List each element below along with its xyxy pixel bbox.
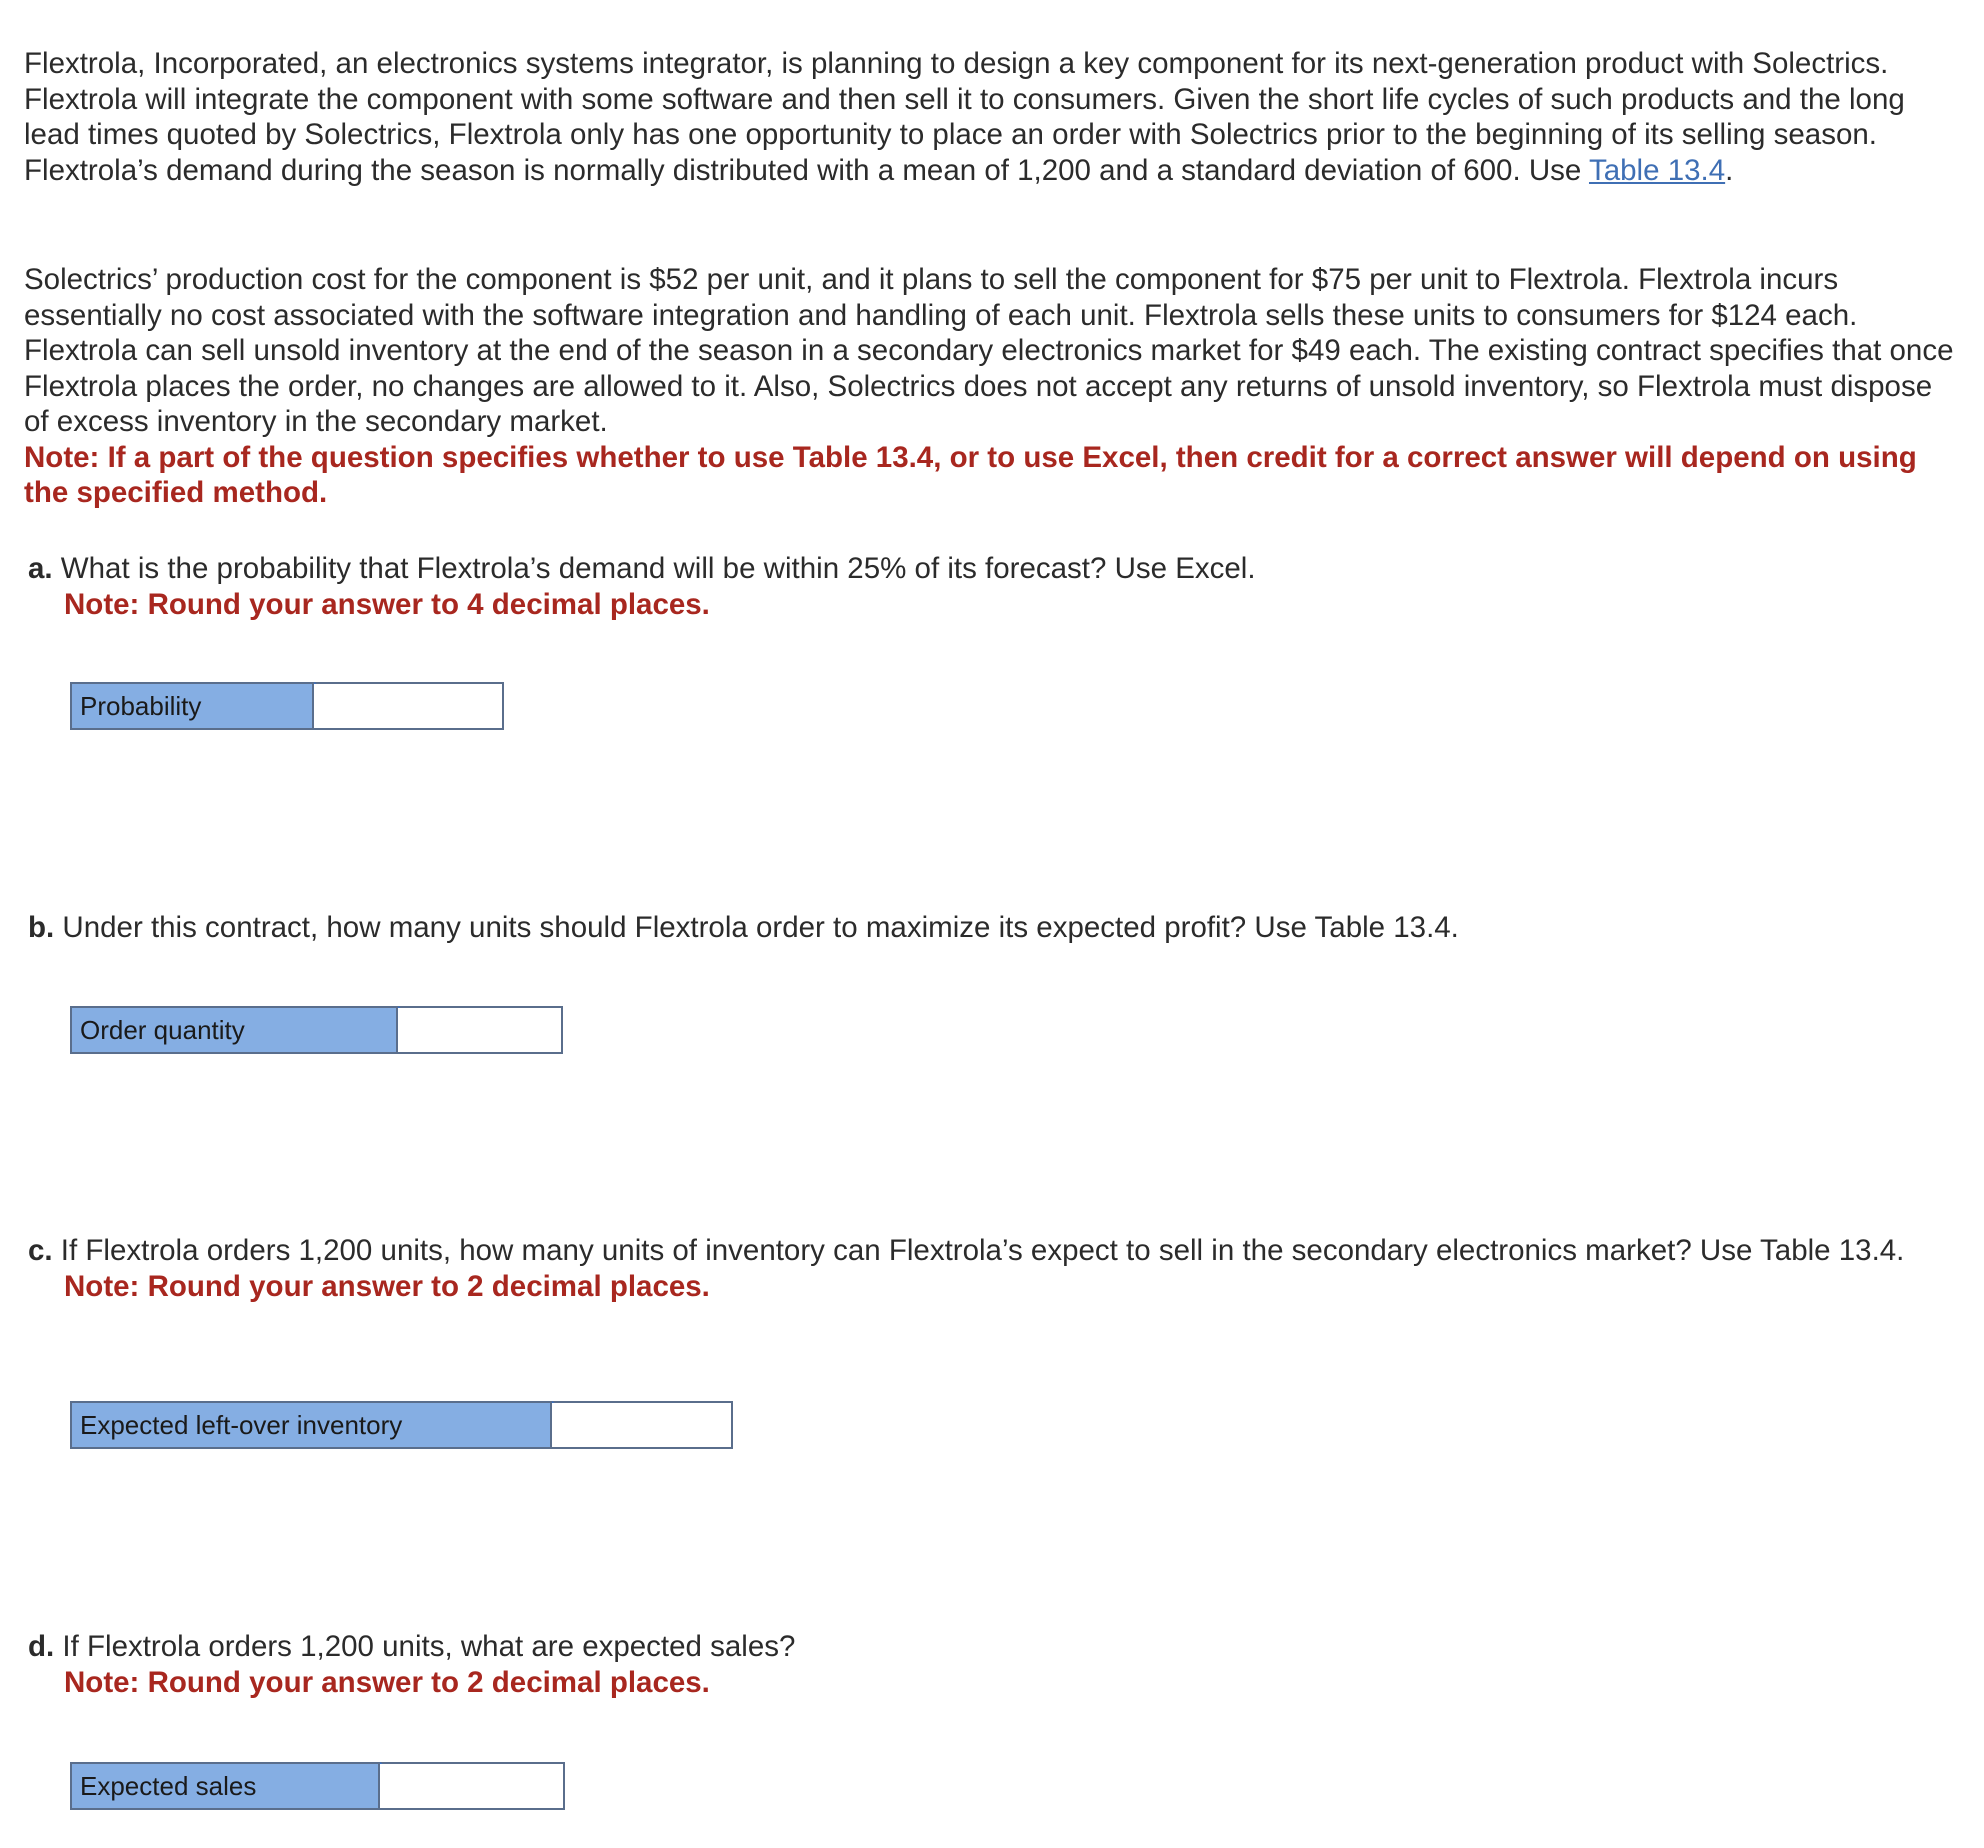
question-a-text: What is the probability that Flextrola’s demand will be within 25% of its forecast? Use Excel. xyxy=(52,552,1256,585)
question-a-letter: a. xyxy=(28,552,53,585)
question-d-letter: d. xyxy=(28,1630,55,1663)
question-c xyxy=(28,1233,1948,1304)
intro-paragraph-1 xyxy=(24,46,1954,188)
intro-paragraph-2 xyxy=(24,262,1954,511)
question-b-text: Under this contract, how many units should Flextrola order to maximize its expected profit? Use Table 13.4. xyxy=(54,911,1459,944)
question-b-letter: b. xyxy=(28,911,55,944)
method-note: Note: If a part of the question specifies whether to use Table 13.4, or to use Excel, then credit for a correct answer will depend on using the specified method. xyxy=(24,440,1917,509)
question-d-text: If Flextrola orders 1,200 units, what are expected sales? xyxy=(54,1630,796,1663)
question-a-prompt xyxy=(28,551,1948,587)
question-c-text: If Flextrola orders 1,200 units, how many units of inventory can Flextrola’s expect to sell in the secondary electronics market? Use Table 13.4. xyxy=(52,1234,1905,1267)
question-b-prompt xyxy=(28,910,1948,946)
expected-sales-input-wrap xyxy=(380,1764,563,1808)
left-over-inventory-input-wrap xyxy=(552,1403,731,1447)
question-c-note: Note: Round your answer to 2 decimal places. xyxy=(64,1269,710,1303)
question-a-note: Note: Round your answer to 4 decimal places. xyxy=(64,587,710,621)
question-d-prompt xyxy=(28,1629,1948,1665)
question-d xyxy=(28,1629,1948,1700)
answer-row-order-quantity xyxy=(70,1006,563,1054)
intro-text-2: Solectrics’ production cost for the component is $52 per unit, and it plans to sell the component for $75 per unit to Flextrola. Flextrola incurs essentially no cost associated with the software integration and handling of each unit. Flextrola sells these units to consumers for $124 each. Flextrola can sell unsold inventory at the end of the season in a secondary electronics market for $49 each. The existing contract specifies that once Flextrola places the order, no changes are allowed to it. Also, Solectrics does not accept any returns of unsold inventory, so Flextrola must dispose of excess inventory in the secondary market. xyxy=(24,263,1954,438)
probability-input[interactable] xyxy=(314,684,502,728)
question-b xyxy=(28,910,1948,946)
probability-label: Probability xyxy=(72,684,314,728)
question-c-prompt xyxy=(28,1233,1948,1269)
order-quantity-input[interactable] xyxy=(398,1008,561,1052)
question-a xyxy=(28,551,1948,622)
intro-text-1: Flextrola, Incorporated, an electronics systems integrator, is planning to design a key component for its next-generation product with Solectrics. Flextrola will integrate the component with some software and then sell it to consumers. Given the short life cycles of such products and the long lead times quoted by Solectrics, Flextrola only has one opportunity to place an order with Solectrics prior to the beginning of its selling season. Flextrola’s demand during the season is normally distributed with a mean of 1,200 and a standard deviation of 600. Use xyxy=(24,47,1905,187)
order-quantity-input-wrap xyxy=(398,1008,561,1052)
expected-sales-label: Expected sales xyxy=(72,1764,380,1808)
order-quantity-label: Order quantity xyxy=(72,1008,398,1052)
probability-input-wrap xyxy=(314,684,502,728)
question-d-note: Note: Round your answer to 2 decimal places. xyxy=(64,1665,710,1699)
expected-sales-input[interactable] xyxy=(380,1764,563,1808)
left-over-inventory-input[interactable] xyxy=(552,1403,731,1447)
left-over-inventory-label: Expected left-over inventory xyxy=(72,1403,552,1447)
answer-row-probability xyxy=(70,682,504,730)
answer-row-left-over-inventory xyxy=(70,1401,733,1449)
answer-row-expected-sales xyxy=(70,1762,565,1810)
table-13-4-link[interactable]: Table 13.4 xyxy=(1588,153,1726,187)
intro-text-1-end: . xyxy=(1725,153,1734,187)
question-c-letter: c. xyxy=(28,1234,53,1267)
